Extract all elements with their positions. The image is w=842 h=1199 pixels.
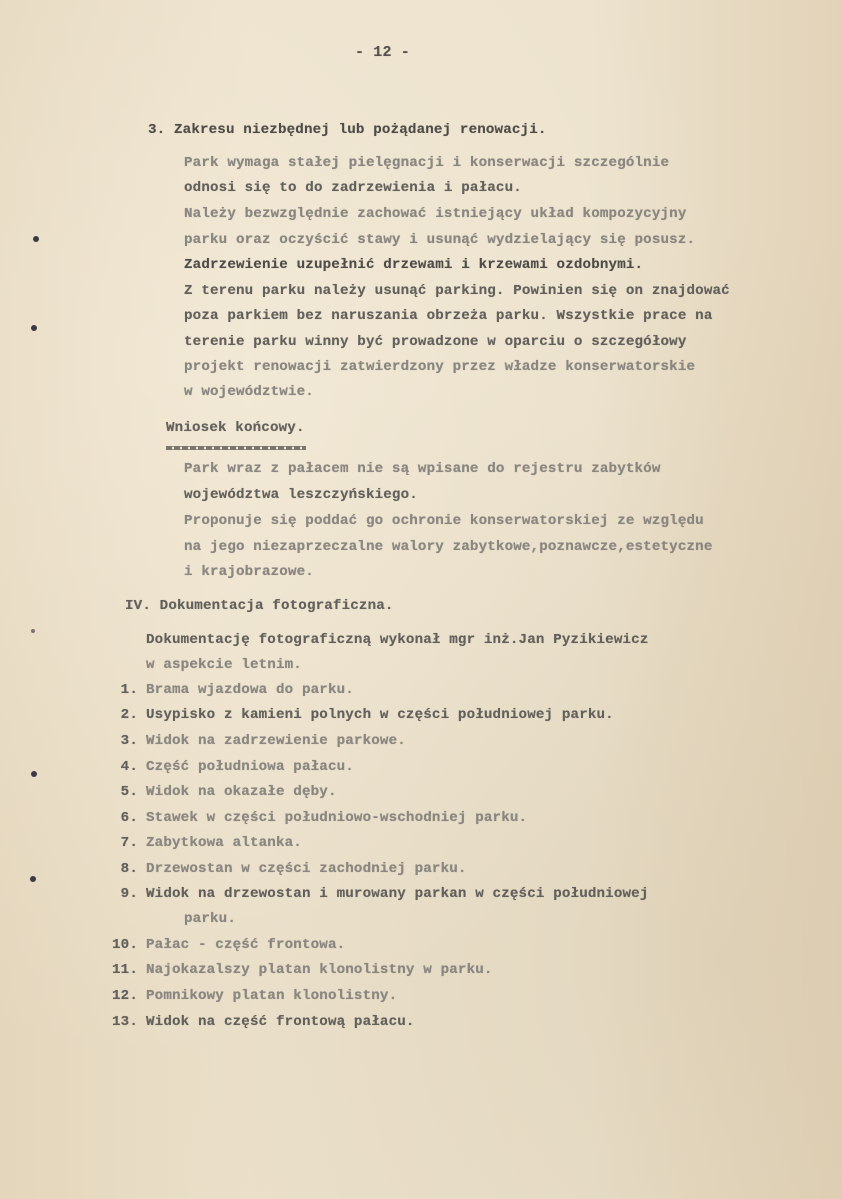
paragraph-line: Zadrzewienie uzupełnić drzewami i krzewami ozdobnymi. [184, 257, 644, 273]
paragraph-line: Park wymaga stałej pielęgnacji i konserwacji szczególnie [184, 155, 670, 171]
photo-list-item: 8. Drzewostan w części zachodniej parku. [120, 861, 467, 877]
photo-list-item-continuation: parku. [184, 911, 236, 927]
photo-list-item: 10. Pałac - część frontowa. [112, 937, 346, 953]
paragraph-line: Park wraz z pałacem nie są wpisane do rejestru zabytków [184, 461, 661, 477]
intro-line: w aspekcie letnim. [146, 657, 302, 673]
photo-list-item: 3. Widok na zadrzewienie parkowe. [120, 733, 406, 749]
conclusion-heading: Wniosek końcowy. [166, 420, 305, 436]
paragraph-line: na jego niezaprzeczalne walory zabytkowe,poznawcze,estetyczne [184, 539, 713, 555]
photo-list-item: 13. Widok na część frontową pałacu. [112, 1014, 415, 1030]
paragraph-line: Z terenu parku należy usunąć parking. Powinien się on znajdować [184, 283, 730, 299]
section-heading: IV. Dokumentacja fotograficzna. [125, 598, 394, 614]
paragraph-line: Proponuje się poddać go ochronie konserwatorskiej ze względu [184, 513, 704, 529]
intro-line: Dokumentację fotograficzną wykonał mgr inż.Jan Pyzikiewicz [146, 632, 649, 648]
punch-hole-mark [31, 325, 37, 331]
punch-hole-mark [30, 876, 36, 882]
page-number: - 12 - [355, 44, 410, 61]
photo-list-item: 12. Pomnikowy platan klonolistny. [112, 988, 398, 1004]
paragraph-line: projekt renowacji zatwierdzony przez władze konserwatorskie [184, 359, 696, 375]
heading-underline [166, 446, 306, 450]
photo-list-item: 7. Zabytkowa altanka. [120, 835, 302, 851]
photo-list-item: 5. Widok na okazałe dęby. [120, 784, 337, 800]
paragraph-line: odnosi się to do zadrzewienia i pałacu. [184, 180, 522, 196]
photo-list-item: 4. Część południowa pałacu. [120, 759, 354, 775]
photo-list-item: 9. Widok na drzewostan i murowany parkan w części południowej [120, 886, 649, 902]
paragraph-line: terenie parku winny być prowadzone w oparciu o szczegółowy [184, 334, 687, 350]
paragraph-line: i krajobrazowe. [184, 564, 314, 580]
photo-list-item: 1. Brama wjazdowa do parku. [120, 682, 354, 698]
photo-list-item: 2. Usypisko z kamieni polnych w części południowej parku. [120, 707, 614, 723]
punch-hole-mark [33, 236, 39, 242]
paragraph-line: parku oraz oczyścić stawy i usunąć wydzielający się posusz. [184, 232, 696, 248]
punch-hole-mark [31, 629, 35, 633]
section-heading: 3. Zakresu niezbędnej lub pożądanej renowacji. [148, 122, 547, 138]
paragraph-line: w województwie. [184, 384, 314, 400]
photo-list-item: 6. Stawek w części południowo-wschodniej parku. [120, 810, 528, 826]
paragraph-line: Należy bezwzględnie zachować istniejący układ kompozycyjny [184, 206, 687, 222]
punch-hole-mark [31, 771, 37, 777]
paragraph-line: województwa leszczyńskiego. [184, 487, 418, 503]
paragraph-line: poza parkiem bez naruszania obrzeża parku. Wszystkie prace na [184, 308, 713, 324]
photo-list-item: 11. Najokazalszy platan klonolistny w parku. [112, 962, 493, 978]
